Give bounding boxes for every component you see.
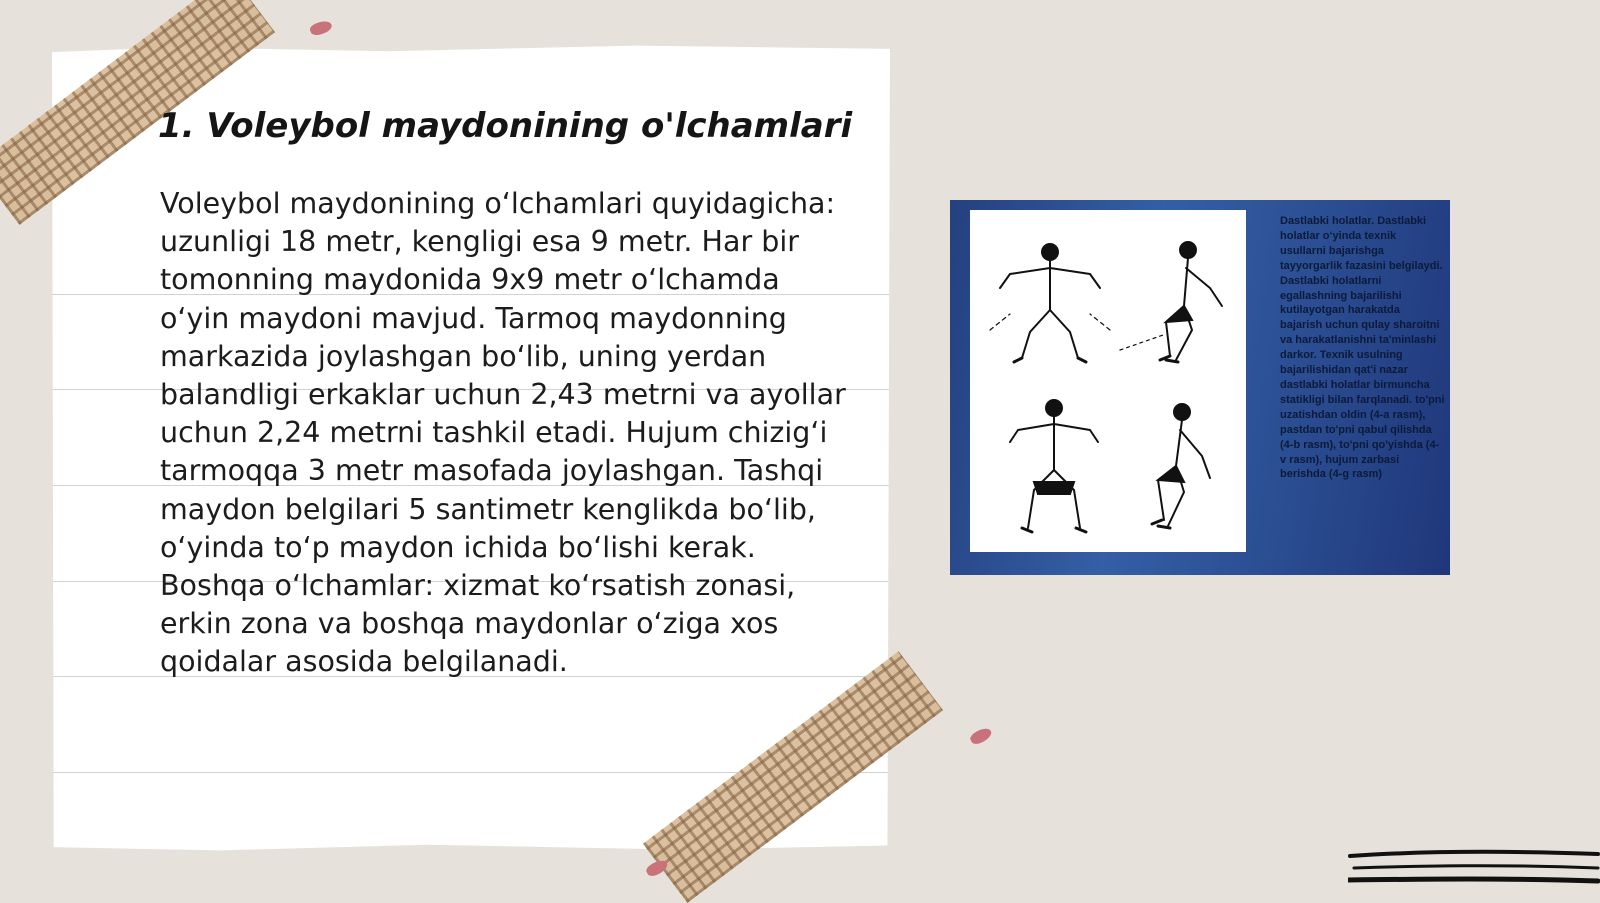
stance-figures-panel xyxy=(970,210,1246,552)
volleyball-stance-image xyxy=(950,200,1450,575)
image-caption-text: Dastlabki holatlar. Dastlabki holatlar o‘yinda texnik usullarni bajarishga tayyorgarlik fazasini belgilaydi. Dastlabki holatlarni egallashning bajarilishi kutilayotgan harakatda bajarish uchun qulay sharoitni va harakatlanishni ta'minlashi darkor. Texnik usulning bajarilishidan qat'i nazar dastlabki holatlar birmuncha statikligi bilan farqlanadi. to'pni uzatishdan oldin (4-a rasm), pastdan to'pni qabul qilishda (4-b rasm), to'pni qo'yishda (4-v rasm), hujum zarbasi berishda (4-g rasm) xyxy=(1280,215,1445,481)
tape-end-accent xyxy=(309,19,334,38)
stance-figure-d xyxy=(1152,404,1210,528)
slide-title: 1. Voleybol maydonining o'lchamlari xyxy=(158,106,853,146)
slide-body-text: Voleybol maydonining o‘lchamlari quyidagicha: uzunligi 18 metr, kengligi esa 9 metr. Har bir tomonning maydonida 9x9 metr o‘lchamda o‘yin maydoni mavjud. Tarmoq maydonning markazida joylashgan bo‘lib, uning yerdan balandligi erkaklar uchun 2,43 metrni va ayollar uchun 2,24 metrni tashkil etadi. Hujum chizig‘i tarmoqqa 3 metr masofada joylashgan. Tashqi maydon belgilari 5 santimetr kenglikda bo‘lib, o‘yinda to‘p maydon ichida bo‘lishi kerak. Boshqa o‘lchamlar: xizmat ko‘rsatish zonasi, erkin zona va boshqa maydonlar o‘ziga xos qoidalar asosida belgilanadi. xyxy=(160,187,846,679)
stance-figure-c xyxy=(1010,400,1098,532)
tape-end-accent xyxy=(968,725,993,746)
player-stance-illustrations xyxy=(970,210,1246,552)
stance-figure-b xyxy=(1120,242,1222,362)
decorative-brush-lines xyxy=(1348,846,1600,892)
stance-figure-a xyxy=(990,244,1110,362)
